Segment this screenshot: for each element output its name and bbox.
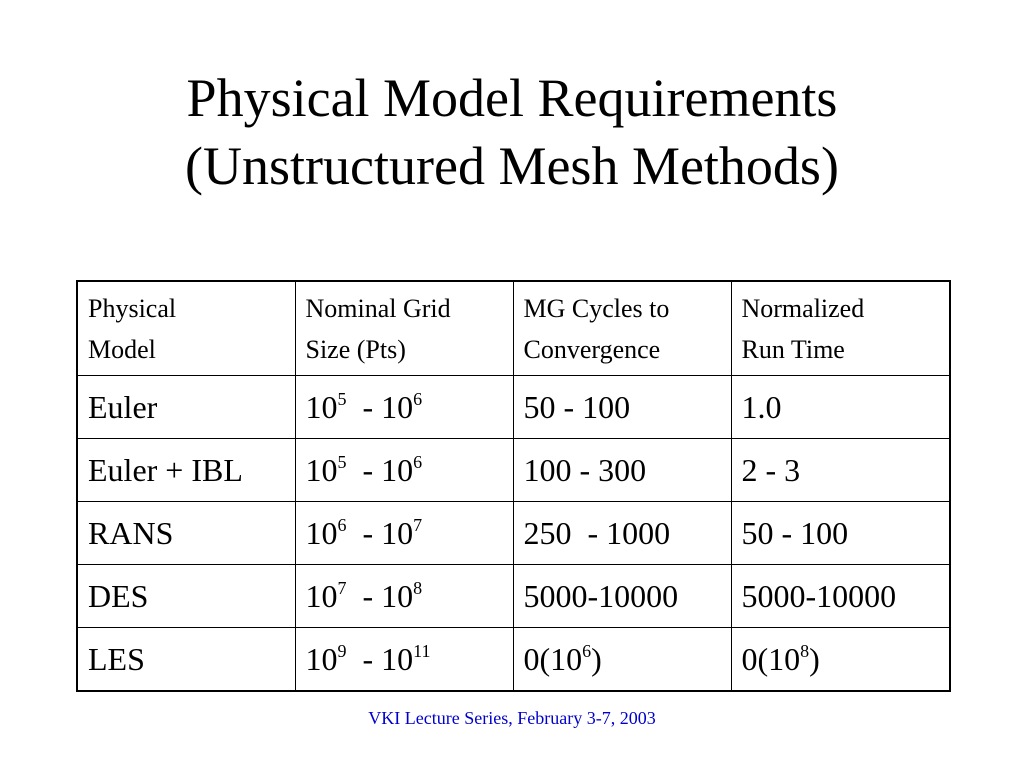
cell-model: Euler + IBL xyxy=(77,439,295,502)
cell-mg-cycles: 100 - 300 xyxy=(513,439,731,502)
cell-run-time: 5000-10000 xyxy=(731,565,950,628)
table-header-row xyxy=(77,281,950,376)
cell-run-time: $0(10^8)$ xyxy=(731,628,950,692)
cell-model: RANS xyxy=(77,502,295,565)
table-row xyxy=(77,628,950,692)
cell-grid-size: $10^9 - 10^{11}$ xyxy=(295,628,513,692)
header-nominal-grid-size: Nominal Grid Size (Pts) xyxy=(295,281,513,376)
cell-model: Euler xyxy=(77,376,295,439)
table-row xyxy=(77,502,950,565)
cell-grid-size: $10^5 - 10^6$ xyxy=(295,439,513,502)
cell-grid-size: $10^6 - 10^7$ xyxy=(295,502,513,565)
table-row xyxy=(77,439,950,502)
cell-grid-size: $10^7 - 10^8$ xyxy=(295,565,513,628)
cell-mg-cycles: 50 - 100 xyxy=(513,376,731,439)
slide-title-line-1: Physical Model Requirements xyxy=(186,68,838,128)
physical-model-table xyxy=(76,280,951,692)
cell-mg-cycles: 5000-10000 xyxy=(513,565,731,628)
cell-mg-cycles: 250 - 1000 xyxy=(513,502,731,565)
slide-title-line-2: (Unstructured Mesh Methods) xyxy=(185,136,839,196)
table-row xyxy=(77,376,950,439)
cell-model: DES xyxy=(77,565,295,628)
cell-run-time: 50 - 100 xyxy=(731,502,950,565)
slide-footer: VKI Lecture Series, February 3-7, 2003 xyxy=(368,708,656,728)
header-physical-model: Physical Model xyxy=(77,281,295,376)
cell-run-time: 2 - 3 xyxy=(731,439,950,502)
slide-title xyxy=(0,64,1024,200)
header-mg-cycles: MG Cycles to Convergence xyxy=(513,281,731,376)
table-row xyxy=(77,565,950,628)
cell-run-time: 1.0 xyxy=(731,376,950,439)
header-normalized-run-time: Normalized Run Time xyxy=(731,281,950,376)
cell-mg-cycles: $0(10^6)$ xyxy=(513,628,731,692)
cell-model: LES xyxy=(77,628,295,692)
cell-grid-size: $10^5 - 10^6$ xyxy=(295,376,513,439)
